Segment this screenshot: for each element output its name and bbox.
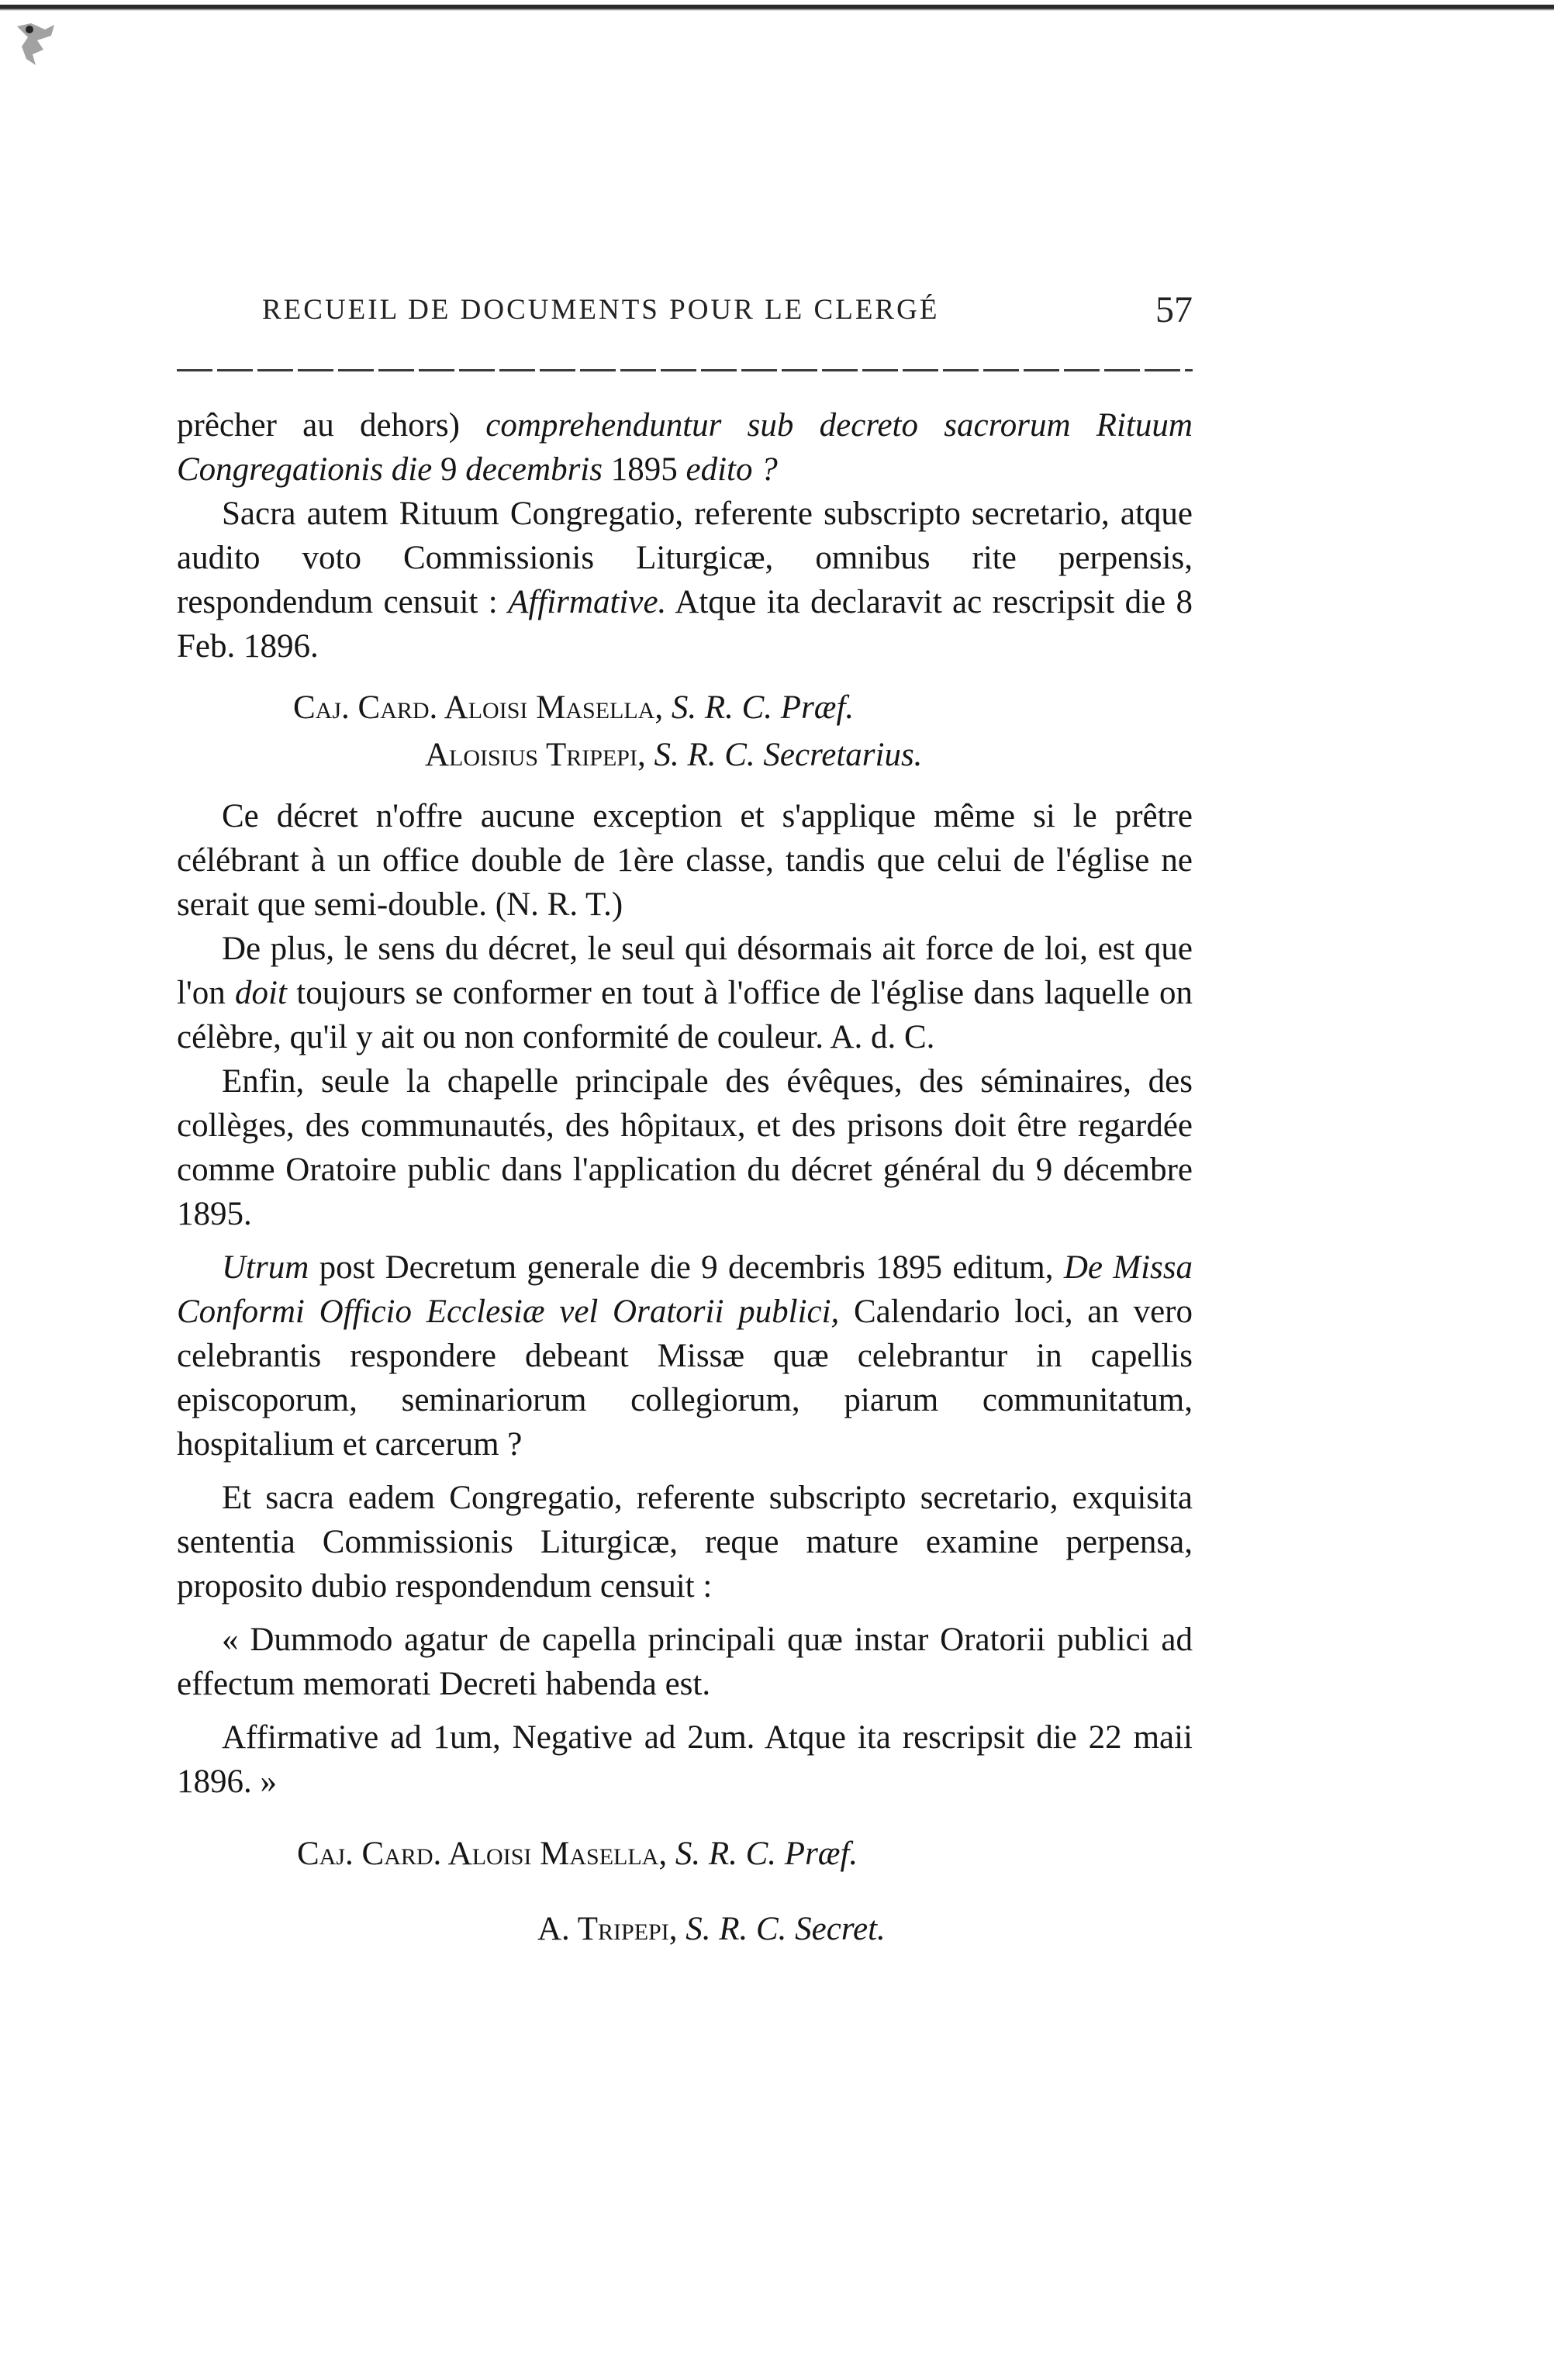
- signature-prefect: [177, 686, 1193, 730]
- paragraph-1: [177, 403, 1193, 492]
- paragraph-4: [177, 927, 1193, 1059]
- paragraph-6: [177, 1245, 1193, 1466]
- paragraph-6-title: De Missa Conformi Officio Ecclesiæ vel Oratorii publici,: [177, 1249, 1193, 1330]
- body-text: [177, 403, 1193, 1951]
- paragraph-2-affirmative: Affirmative.: [508, 584, 667, 620]
- signature-title: S. R. C. Præf.: [671, 689, 855, 726]
- paragraph-1-year: 1895: [603, 451, 686, 488]
- signature-name: Aloisius Tripepi,: [425, 737, 654, 773]
- running-title: RECUEIL DE DOCUMENTS POUR LE CLERGÉ: [262, 294, 940, 326]
- paragraph-1-month: decembris: [465, 451, 603, 488]
- signature-secretary: [177, 733, 1193, 777]
- paragraph-6-tail: Calendario loci, an vero celebrantis respondere debeant Missæ quæ celebrantur in capellis episcoporum, seminariorum collegiorum, piarum communitatum, hospitalium et carcerum ?: [177, 1294, 1193, 1463]
- paragraph-2-text: Sacra autem Rituum Congregatio, referente subscripto secretario, atque audito voto Commissionis Liturgicæ, omnibus rite perpensis, respondendum censuit :: [177, 496, 1193, 620]
- signature-name: Caj. Card. Aloisi Masella,: [297, 1836, 675, 1872]
- signature-name: Caj. Card. Aloisi Masella,: [293, 689, 672, 726]
- paragraph-1-latin: comprehenduntur sub decreto sacrorum Rituum Congregationis die: [177, 407, 1193, 488]
- paragraph-9: Affirmative ad 1um, Negative ad 2um. Atque ita rescripsit die 22 maii 1896. »: [177, 1719, 1193, 1800]
- paragraph-6-utrum: Utrum: [222, 1249, 309, 1286]
- signature-prefect-2: [177, 1832, 1193, 1876]
- signature-secretary-2: [177, 1907, 1193, 1951]
- page-number: 57: [1155, 289, 1193, 330]
- paragraph-8: « Dummodo agatur de capella principali quæ instar Oratorii publici ad effectum memorati Decreti habenda est.: [177, 1622, 1193, 1702]
- scan-blemish: [14, 19, 60, 73]
- signature-title: S. R. C. Secret.: [685, 1911, 886, 1947]
- top-scan-border: [0, 5, 1554, 11]
- header-rule: [177, 369, 1193, 371]
- paragraph-5: Enfin, seule la chapelle principale des évêques, des séminaires, des collèges, des communautés, des hôpitaux, et des prisons doit être regardée comme Oratoire public dans l'application du décret général du 9 décembre 1895.: [177, 1063, 1193, 1232]
- paragraph-7: Et sacra eadem Congregatio, referente subscripto secretario, exquisita sententia Commissionis Liturgicæ, reque mature examine perpensa, proposito dubio respondendum censuit :: [177, 1480, 1193, 1605]
- paragraph-2: [177, 492, 1193, 668]
- signature-title: S. R. C. Secretarius.: [654, 737, 923, 773]
- paragraph-2-tail: Atque ita declaravit ac rescripsit die 8 Feb. 1896.: [177, 584, 1193, 665]
- paragraph-1-day: 9: [432, 451, 466, 488]
- paragraph-4-text: De plus, le sens du décret, le seul qui désormais ait force de loi, est que l'on: [177, 931, 1193, 1011]
- paragraph-1-text: prêcher au dehors): [177, 407, 486, 444]
- paragraph-3: Ce décret n'offre aucune exception et s'applique même si le prêtre célébrant à un office double de 1ère classe, tandis que celui de l'église ne serait que semi-double. (N. R. T.): [177, 798, 1193, 923]
- signature-title: S. R. C. Præf.: [675, 1836, 858, 1872]
- paragraph-1-edito: edito ?: [685, 451, 778, 488]
- paragraph-4-doit: doit: [235, 975, 287, 1011]
- paragraph-6-text: post Decretum generale die 9 decembris 1895 editum,: [309, 1249, 1064, 1286]
- paragraph-4-tail: toujours se conformer en tout à l'office de l'église dans laquelle on célèbre, qu'il y ait ou non conformité de couleur. A. d. C.: [177, 975, 1193, 1055]
- running-head: [177, 288, 1193, 335]
- signature-name: A. Tripepi,: [537, 1911, 686, 1947]
